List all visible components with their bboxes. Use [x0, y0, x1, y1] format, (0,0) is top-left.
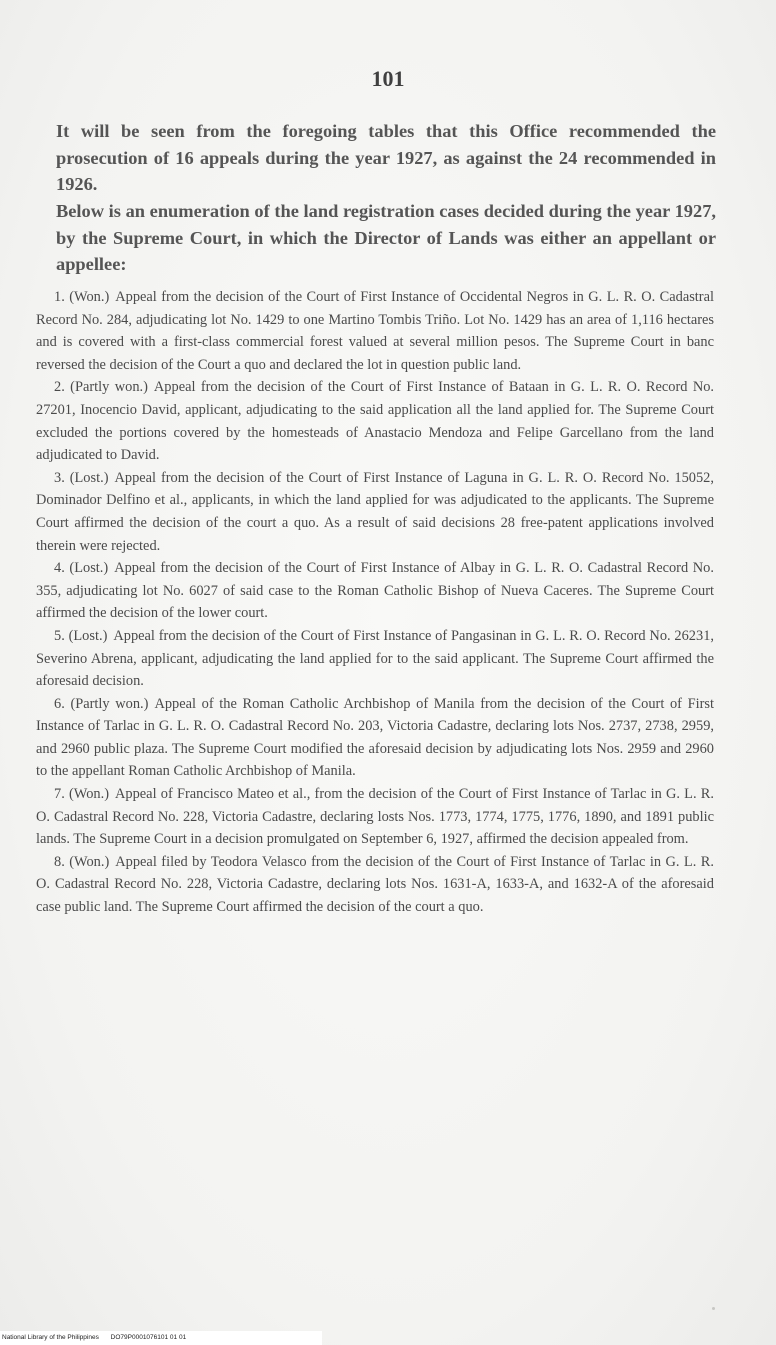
case-text: Appeal from the decision of the Court of First Instance of Laguna in G. L. R. O. Record No. 15052, Dominador Delfino et al., applicants, in which the land applied for was adjudicated to the applicants. The Supreme Court affirmed the decision of the court a quo. As a result of said decisions 28 free-patent applications involved therein were rejected.: [36, 469, 714, 554]
case-status: 2. (Partly won.): [54, 379, 148, 396]
case-status: 1. (Won.): [54, 289, 110, 305]
case-text: Appeal from the decision of the Court of First Instance of Albay in G. L. R. O. Cadastral Record No. 355, adjudicating lot No. 6027 of said case to the Roman Catholic Bishop of Nueva Caceres. The Supreme Court affirmed the decision of the lower court.: [36, 560, 714, 622]
case-status: 3. (Lost.): [54, 469, 109, 486]
intro-paragraph-2: Below is an enumeration of the land registration cases decided during the year 1927, by the Supreme Court, in which the Director of Lands was either an appellant or appellee:: [56, 201, 716, 274]
case-text: Appeal from the decision of the Court of First Instance of Occidental Negros in G. L. R. O. Cadastral Record No. 284, adjudicating lot No. 1429 to one Martino Tombis Triño. Lot No. 1429 has an area of 1,116 hectares and is covered with a first-class commercial forest valued at several million pesos. The Supreme Court in banc reversed the decision of the Court a quo and declared the lot in question public land.: [36, 289, 714, 373]
page-number: 101: [371, 66, 405, 91]
case-text: Appeal filed by Teodora Velasco from the decision of the Court of First Instance of Tarlac in G. L. R. O. Cadastral Record No. 228, Victoria Cadastre, declaring lots Nos. 1631-A, 1633-A, and 1632-A of the aforesaid case public land. The Supreme Court affirmed the decision of the court a quo.: [36, 853, 714, 916]
case-item: [36, 286, 714, 376]
case-text: Appeal of the Roman Catholic Archbishop of Manila from the decision of the Court of First Instance of Tarlac in G. L. R. O. Cadastral Record No. 203, Victoria Cadastre, declaring lots Nos. 2737, 2738, 2959, and 2960 public plaza. The Supreme Court modified the aforesaid decision by adjudicating lots Nos. 2959 and 2960 to the appellant Roman Catholic Archbishop of Manila.: [36, 695, 714, 780]
case-text: Appeal from the decision of the Court of First Instance of Pangasinan in G. L. R. O. Record No. 26231, Severino Abrena, applicant, adjudicating the land applied for to the said applicant. The Supreme Court affirmed the aforesaid decision.: [36, 627, 714, 690]
case-item: [36, 851, 714, 919]
case-item: [36, 467, 714, 557]
library-credit: National Library of the Philippines: [2, 1334, 99, 1341]
paper-speck: [712, 1307, 715, 1310]
case-text: Appeal of Francisco Mateo et al., from the decision of the Court of First Instance of Tarlac in G. L. R. O. Cadastral Record No. 228, Victoria Cadastre, declaring losts Nos. 1773, 1774, 1775, 1776, 1890, and 1891 public lands. The Supreme Court in a decision promulgated on September 6, 1927, affirmed the decision appealed from.: [36, 786, 714, 848]
scan-footer: [0, 1331, 322, 1345]
case-item: [36, 783, 714, 851]
case-item: [36, 625, 714, 693]
case-status: 8. (Won.): [54, 853, 110, 870]
intro-paragraph-1: It will be seen from the foregoing tables that this Office recommended the prosecution of 16 appeals during the year 1927, as against the 24 recommended in 1926.: [56, 121, 716, 194]
case-item: [36, 376, 714, 466]
case-item: [36, 693, 714, 783]
case-text: Appeal from the decision of the Court of First Instance of Bataan in G. L. R. O. Record No. 27201, Inocencio David, applicant, adjudicating to the said application all the land applied for. The Supreme Court excluded the portions covered by the homesteads of Anastacio Mendoza and Felipe Garcellano from the land adjudicated to David.: [36, 379, 715, 464]
case-status: 7. (Won.): [54, 786, 110, 803]
case-status: 5. (Lost.): [54, 627, 108, 644]
case-item: [36, 557, 714, 625]
document-code: DO79P0001076101 01 01: [110, 1334, 187, 1341]
case-list: [36, 286, 714, 919]
case-status: 6. (Partly won.): [54, 695, 149, 712]
case-status: 4. (Lost.): [54, 560, 109, 577]
